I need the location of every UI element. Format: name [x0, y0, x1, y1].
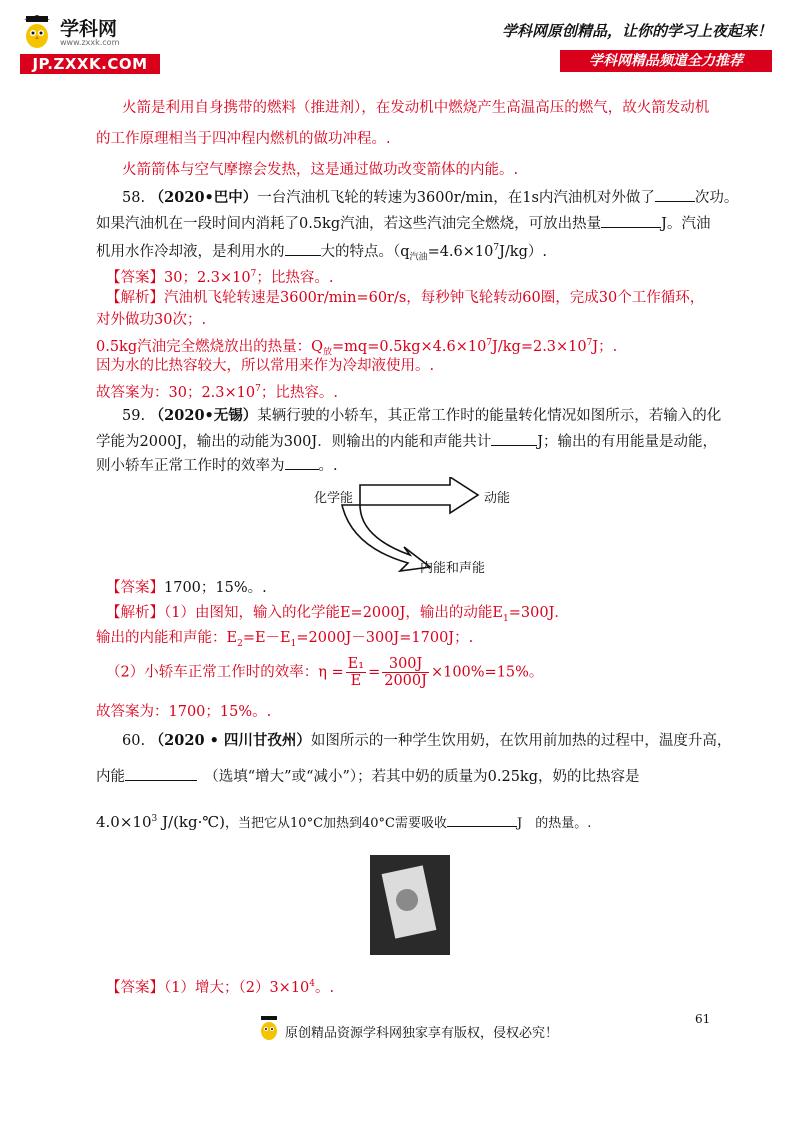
page-number: 61	[695, 1012, 711, 1026]
text: 某辆行驶的小轿车，其正常工作时的能量转化情况如图所示，若输入的化	[257, 408, 722, 424]
paragraph-line	[96, 212, 710, 234]
logo-name: 学科网	[60, 18, 118, 40]
question-number: 58.	[122, 190, 146, 206]
text: =E－E	[242, 630, 291, 646]
text: 故答案为：1700；15%。.	[96, 704, 272, 720]
subscript: 2	[237, 638, 243, 649]
text: 火箭是利用自身携带的燃料（推进剂），在发动机中燃烧产生高温高压的燃气，故火箭发动机	[122, 100, 710, 116]
paragraph-line	[96, 809, 591, 834]
answer-blank[interactable]	[285, 240, 321, 256]
subscript: 1	[290, 638, 297, 649]
answer-blank[interactable]	[285, 454, 319, 470]
header-recommend-banner: 学科网精品频道全力推荐	[560, 50, 772, 72]
question-number: 60.	[122, 733, 146, 749]
text: J/kg）.	[499, 243, 547, 260]
paragraph-line	[122, 98, 709, 118]
paragraph-line	[96, 129, 391, 149]
analysis-58	[106, 288, 704, 308]
text: 输出的内能和声能：E	[96, 630, 238, 646]
text: =2000J－300J=1700J；.	[296, 630, 474, 646]
logo-url: www.zxxk.com	[60, 38, 120, 47]
paragraph-line	[96, 454, 338, 476]
superscript: 3	[151, 814, 158, 824]
energy-conversion-diagram	[300, 477, 530, 577]
text: 故答案为：30；2.3×10	[96, 384, 256, 401]
text: 一台汽油机飞轮的转速为3600r/min，在1s内汽油机对外做了	[257, 190, 655, 206]
question-source: （2020•巴中）	[149, 189, 258, 206]
question-source: （2020 • 四川甘孜州）	[149, 732, 311, 749]
fraction-numerator: E₁	[347, 656, 365, 672]
text: 如图所示的一种学生饮用奶，在饮用前加热的过程中，温度升高，	[310, 733, 732, 749]
text: ；比热容。.	[256, 269, 334, 286]
fraction	[382, 656, 429, 689]
text: 如果汽油机在一段时间内消耗了0.5kg汽油，若这些汽油完全燃烧，可放出热量	[96, 216, 602, 232]
diagram-input-label: 化学能	[314, 491, 354, 506]
milk-carton-photo	[370, 855, 450, 955]
answer-blank[interactable]	[601, 212, 661, 228]
answer-tag: 【答案】	[106, 269, 164, 286]
fraction-numerator: 300J	[382, 656, 429, 673]
text: =mq=0.5kg×4.6×10	[332, 338, 487, 355]
text: J；.	[592, 338, 618, 355]
fraction-denominator: E	[350, 673, 362, 689]
paragraph-line	[96, 379, 338, 403]
text: 火箭箭体与空气摩擦会发热，这是通过做功改变箭体的内能。.	[122, 162, 519, 178]
question-59	[122, 406, 721, 426]
text: 1700；15%。.	[164, 580, 267, 596]
paragraph-line	[96, 430, 717, 452]
text: ；比热容。.	[260, 384, 338, 401]
subscript: 放	[323, 347, 333, 358]
text: 30；2.3×10	[164, 269, 251, 286]
answer-59	[106, 578, 267, 598]
text: （1）由图知，输入的化学能E=2000J，输出的动能E	[164, 605, 504, 621]
fraction-denominator: 2000J	[384, 673, 427, 689]
text: 机用水作冷却液，是利用水的	[96, 243, 285, 260]
text: 汽油机飞轮转速是3600r/min=60r/s，每秒钟飞轮转动60圈，完成30个工作循环，	[164, 290, 705, 306]
text: 因为水的比热容较大，所以常用来作为冷却液使用。.	[96, 358, 435, 374]
superscript: 7	[250, 269, 257, 279]
text: （2）小轿车正常工作时的效率：η =	[106, 664, 344, 681]
text: J；输出的有用能量是动能，	[537, 434, 718, 450]
text: 。.	[315, 979, 335, 996]
text: ×100%=15%。	[430, 664, 544, 681]
paragraph-line	[96, 310, 206, 330]
owl-mascot-icon	[22, 14, 52, 50]
superscript: 7	[486, 338, 493, 348]
text: 。.	[318, 458, 338, 474]
text: 0.5kg汽油完全燃烧放出的热量：Q	[96, 338, 324, 355]
text: =300J．	[508, 605, 569, 621]
text: J。汽油	[661, 216, 711, 232]
paragraph-line	[96, 356, 434, 376]
text: =4.6×10	[427, 243, 494, 260]
paragraph-line	[122, 160, 518, 180]
text: ，当把它从10°C加热到40°C需要吸收	[225, 816, 448, 831]
subscript: 1	[503, 613, 509, 624]
paragraph-line	[96, 702, 271, 722]
answer-tag: 【答案】	[106, 979, 164, 996]
answer-58	[106, 264, 333, 288]
text: （1）增大；（2）3×10	[164, 979, 310, 996]
owl-mascot-icon	[258, 1015, 280, 1041]
question-58	[122, 186, 738, 208]
answer-tag: 【答案】	[106, 580, 164, 596]
text: =	[368, 664, 381, 681]
text: 学能为2000J，输出的动能为300J．则输出的内能和声能共计	[96, 434, 492, 450]
superscript: 7	[586, 338, 593, 348]
header-slogan: 学科网原创精品，让你的学习上夜起来！	[501, 22, 772, 40]
text: 则小轿车正常工作时的效率为	[96, 458, 285, 474]
superscript: 7	[255, 384, 261, 394]
text: 的工作原理相当于四冲程内燃机的做功冲程。.	[96, 131, 391, 147]
text: 内能	[96, 769, 125, 785]
text: 4.0×10	[96, 813, 152, 831]
text: J/kg=2.3×10	[492, 338, 587, 355]
efficiency-formula	[106, 656, 543, 689]
analysis-59	[106, 603, 569, 629]
question-source: （2020•无锡）	[149, 407, 258, 424]
answer-blank[interactable]	[491, 430, 537, 446]
answer-blank[interactable]	[125, 765, 197, 781]
text: J/(kg·℃)	[157, 813, 226, 831]
text: （选填“增大”或“减小”）；若其中奶的质量为0.25kg，奶的比热容是	[211, 769, 640, 785]
answer-blank[interactable]	[655, 186, 695, 202]
diagram-loss-label: 内能和声能	[420, 561, 486, 576]
paragraph-line	[96, 765, 640, 787]
subscript: 汽油	[409, 252, 428, 263]
question-number: 59.	[122, 408, 146, 424]
answer-60	[106, 974, 334, 998]
text: 对外做功30次；.	[96, 312, 207, 328]
copyright-notice: 原创精品资源学科网独家享有版权，侵权必究！	[285, 1026, 559, 1041]
text: 次功。	[694, 190, 739, 206]
analysis-tag: 【解析】	[106, 290, 164, 306]
text: J 的热量。.	[517, 816, 592, 831]
paragraph-line	[96, 628, 473, 654]
fraction	[346, 656, 366, 689]
text: 大的特点。（q	[320, 243, 410, 260]
superscript: 7	[493, 243, 500, 253]
logo-banner: JP.ZXXK.COM	[20, 54, 160, 74]
analysis-tag: 【解析】	[106, 605, 164, 621]
diagram-output-label: 动能	[484, 491, 511, 506]
superscript: 4	[309, 979, 316, 989]
question-60	[122, 731, 731, 751]
answer-blank[interactable]	[447, 811, 517, 827]
